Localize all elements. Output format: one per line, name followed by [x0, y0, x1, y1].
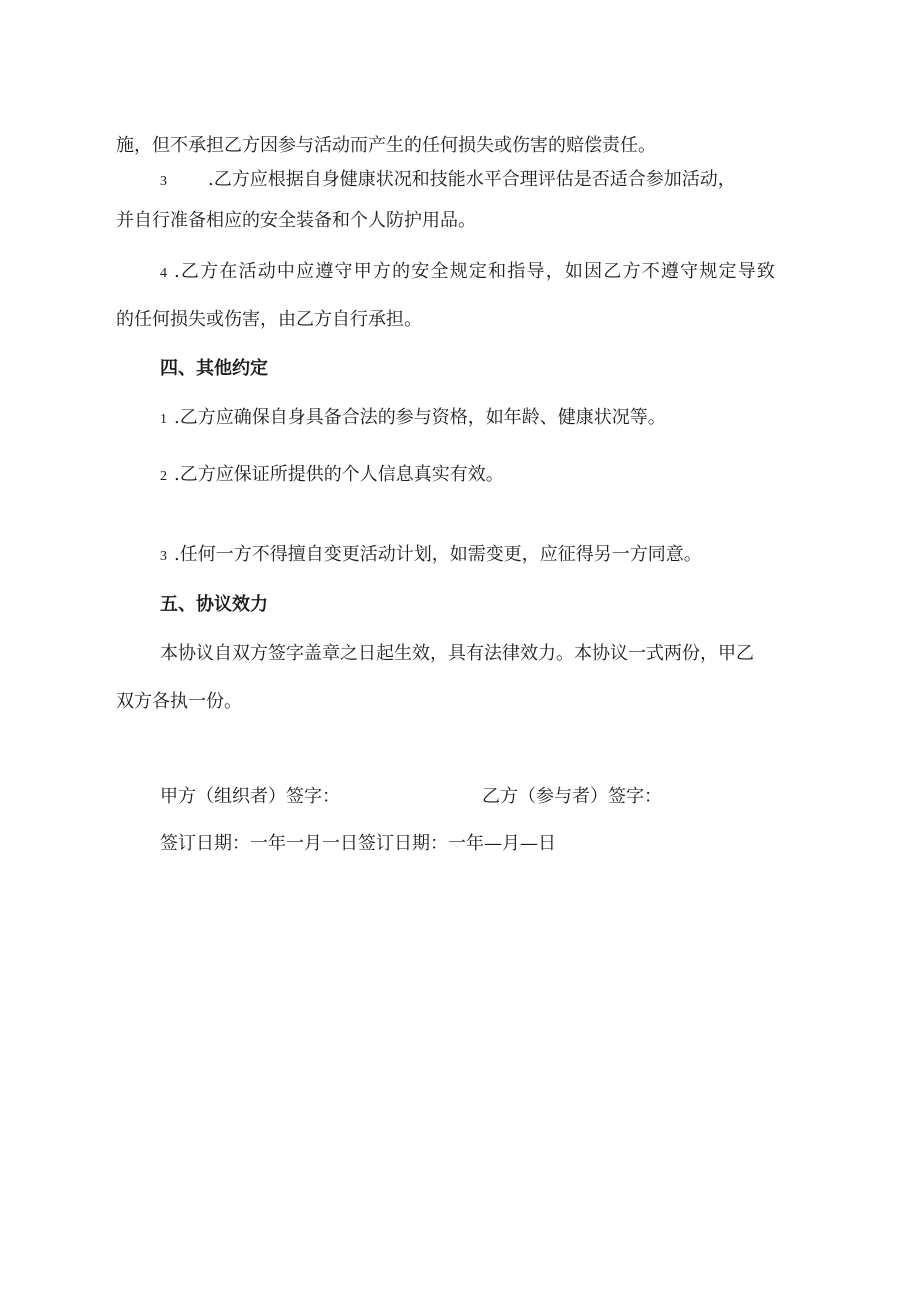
signature-party-b: 乙方（参与者）签字：: [482, 786, 662, 807]
list-text: .乙方应根据自身健康状况和技能水平合理评估是否适合参加活动，: [208, 169, 736, 190]
list-number: 3: [160, 549, 167, 564]
list-number: 2: [160, 469, 167, 484]
list-text: .乙方应确保自身具备合法的参与资格，如年龄、健康状况等。: [174, 407, 666, 428]
section-heading-validity: 五、协议效力: [160, 594, 268, 615]
list-item-4-continuation: 的任何损失或伤害，由乙方自行承担。: [116, 309, 422, 330]
signature-party-a: 甲方（组织者）签字：: [160, 786, 340, 807]
list-item-4: [160, 260, 776, 286]
list-item-1: [160, 406, 666, 432]
list-number: 3: [160, 174, 167, 189]
list-number: 1: [160, 412, 167, 427]
paragraph-continuation: 施，但不承担乙方因参与活动而产生的任何损失或伤害的赔偿责任。: [116, 135, 656, 156]
section-heading-other-terms: 四、其他约定: [160, 358, 268, 379]
list-text: .乙方应保证所提供的个人信息真实有效。: [174, 464, 504, 485]
validity-paragraph: 本协议自双方签字盖章之日起生效，具有法律效力。本协议一式两份，甲乙: [160, 643, 754, 664]
signing-dates: 签订日期：一年一月一日签订日期：一年—月—日: [160, 833, 556, 854]
list-item-3-continuation: 并自行准备相应的安全装备和个人防护用品。: [116, 210, 476, 231]
list-item-3b: [160, 543, 702, 569]
list-number: 4: [160, 266, 167, 281]
list-item-2: [160, 463, 504, 489]
list-text: .乙方在活动中应遵守甲方的安全规定和指导，如因乙方不遵守规定导致: [174, 261, 777, 282]
validity-paragraph-continuation: 双方各执一份。: [116, 691, 242, 712]
list-item-3: [160, 168, 736, 194]
list-text: .任何一方不得擅自变更活动计划，如需变更，应征得另一方同意。: [174, 544, 702, 565]
